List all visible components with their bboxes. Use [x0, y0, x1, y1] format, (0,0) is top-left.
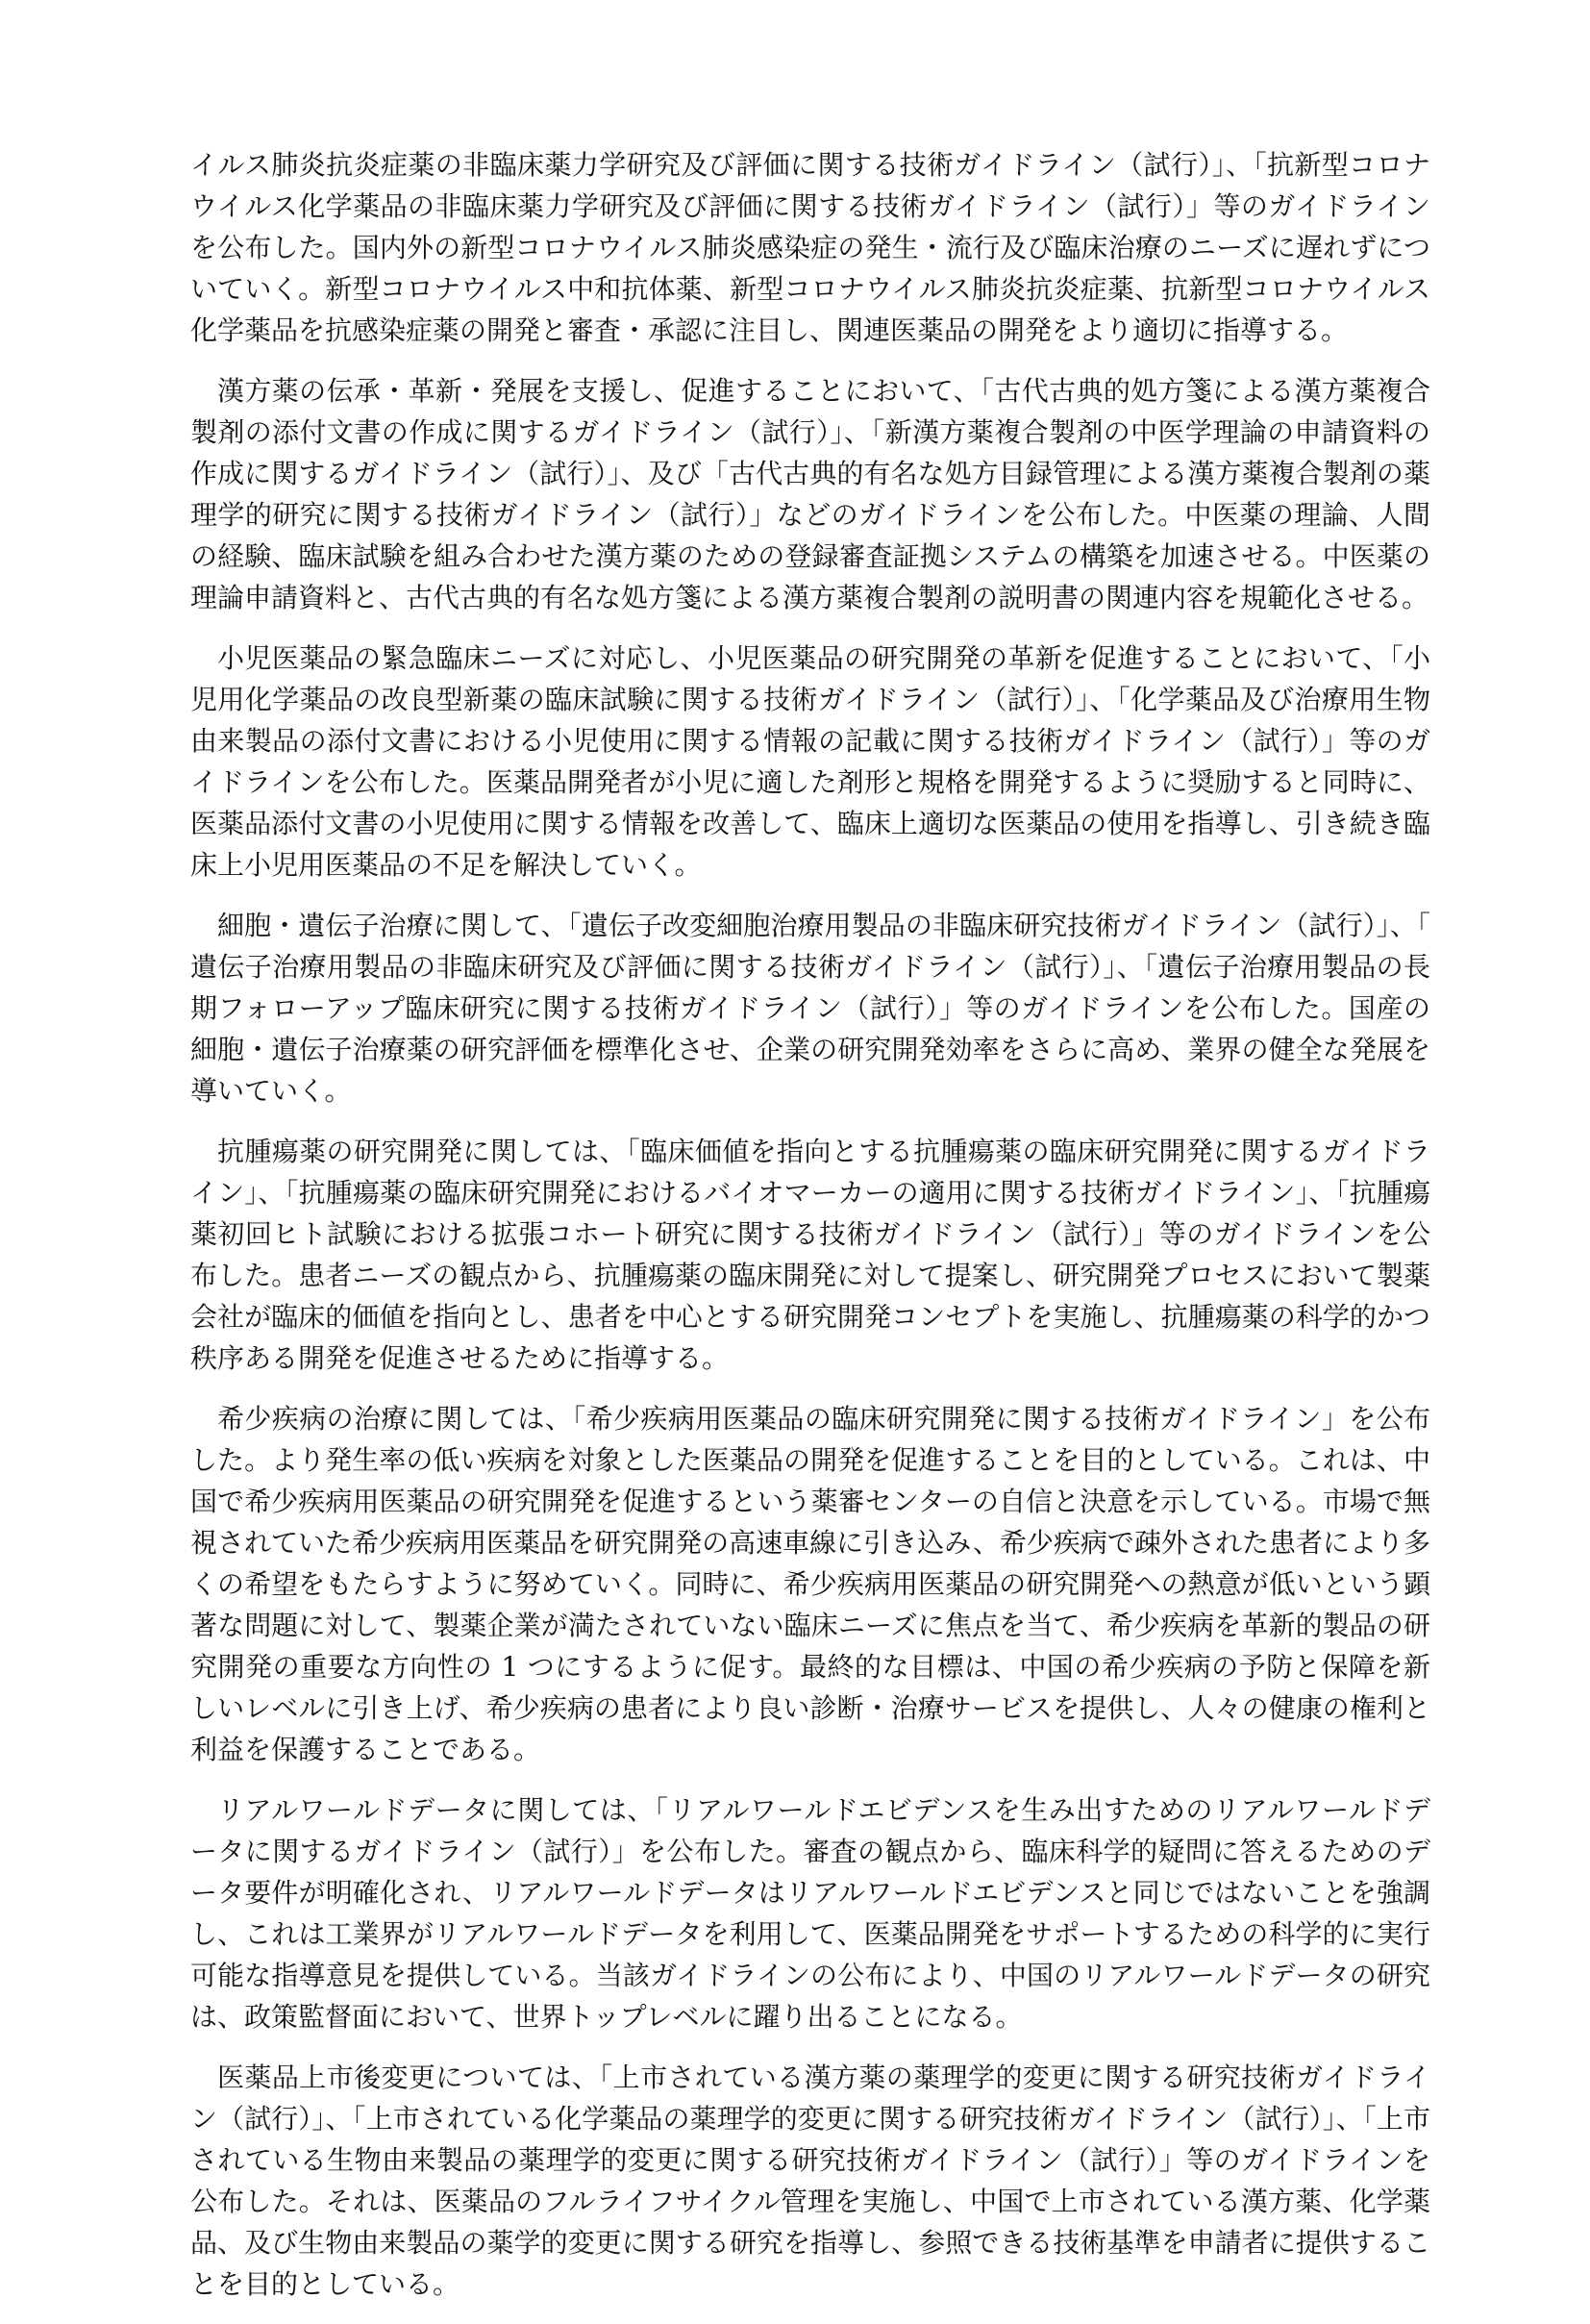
paragraph-post-market-changes: 医薬品上市後変更については、「上市されている漢方薬の薬理学的変更に関する研究技術ガイドライン（試行）」、「上市されている化学薬品の薬理学的変更に関する研究技術ガイドライン（試行）」、「上市されている生物由来製品の薬理学的変更に関する研究技術ガイドライン（試行）」等のガイドラインを公布した。それは、医薬品のフルライフサイクル管理を実施し、中国で上市されている漢方薬、化学薬品、及び生物由来製品の薬学的変更に関する研究を指導し、参照できる技術基準を申請者に提供することを目的としている。 — [190, 2062, 1430, 2300]
paragraph-pediatric-drugs: 小児医薬品の緊急臨床ニーズに対応し、小児医薬品の研究開発の革新を促進することにおいて、「小児用化学薬品の改良型新薬の臨床試験に関する技術ガイドライン（試行）」、「化学薬品及び治療用生物由来製品の添付文書における小児使用に関する情報の記載に関する技術ガイドライン（試行）」等のガイドラインを公布した。医薬品開発者が小児に適した剤形と規格を開発するように奨励すると同時に、医薬品添付文書の小児使用に関する情報を改善して、臨床上適切な医薬品の使用を指導し、引き続き臨床上小児用医薬品の不足を解決していく。 — [190, 642, 1430, 881]
paragraph-antitumor-drugs: 抗腫瘍薬の研究開発に関しては、「臨床価値を指向とする抗腫瘍薬の臨床研究開発に関するガイドライン」、「抗腫瘍薬の臨床研究開発におけるバイオマーカーの適用に関する技術ガイドライン」、「抗腫瘍薬初回ヒト試験における拡張コホート研究に関する技術ガイドライン（試行）」等のガイドラインを公布した。患者ニーズの観点から、抗腫瘍薬の臨床開発に対して提案し、研究開発プロセスにおいて製薬会社が臨床的価値を指向とし、患者を中心とする研究開発コンセプトを実施し、抗腫瘍薬の科学的かつ秩序ある開発を促進させるために指導する。 — [190, 1136, 1430, 1374]
paragraph-covid-drugs: イルス肺炎抗炎症薬の非臨床薬力学研究及び評価に関する技術ガイドライン（試行）」、「抗新型コロナウイルス化学薬品の非臨床薬力学研究及び評価に関する技術ガイドライン（試行）」等のガイドラインを公布した。国内外の新型コロナウイルス肺炎感染症の発生・流行及び臨床治療のニーズに遅れずについていく。新型コロナウイルス中和抗体薬、新型コロナウイルス肺炎抗炎症薬、抗新型コロナウイルス化学薬品を抗感染症薬の開発と審査・承認に注目し、関連医薬品の開発をより適切に指導する。 — [190, 149, 1430, 346]
paragraph-rare-diseases: 希少疾病の治療に関しては、「希少疾病用医薬品の臨床研究開発に関する技術ガイドライン」を公布した。より発生率の低い疾病を対象とした医薬品の開発を促進することを目的としている。これは、中国で希少疾病用医薬品の研究開発を促進するという薬審センターの自信と決意を示している。市場で無視されていた希少疾病用医薬品を研究開発の高速車線に引き込み、希少疾病で疎外された患者により多くの希望をもたらすように努めていく。同時に、希少疾病用医薬品の研究開発への熱意が低いという顕著な問題に対して、製薬企業が満たされていない臨床ニーズに焦点を当て、希少疾病を革新的製品の研究開発の重要な方向性の 1 つにするように促す。最終的な目標は、中国の希少疾病の予防と保障を新しいレベルに引き上げ、希少疾病の患者により良い診断・治療サービスを提供し、人々の健康の権利と利益を保護することである。 — [190, 1403, 1430, 1765]
document-body — [190, 144, 1430, 2324]
paragraph-kampo-medicine: 漢方薬の伝承・革新・発展を支援し、促進することにおいて、「古代古典的処方箋による漢方薬複合製剤の添付文書の作成に関するガイドライン（試行）」、「新漢方薬複合製剤の中医学理論の申請資料の作成に関するガイドライン（試行）」、及び「古代古典的有名な処方目録管理による漢方薬複合製剤の薬理学的研究に関する技術ガイドライン（試行）」などのガイドラインを公布した。中医薬の理論、人間の経験、臨床試験を組み合わせた漢方薬のための登録審査証拠システムの構築を加速させる。中医薬の理論申請資料と、古代古典的有名な処方箋による漢方薬複合製剤の説明書の関連内容を規範化させる。 — [190, 375, 1430, 613]
paragraph-cell-gene-therapy: 細胞・遺伝子治療に関して、「遺伝子改変細胞治療用製品の非臨床研究技術ガイドライン（試行）」、「遺伝子治療用製品の非臨床研究及び評価に関する技術ガイドライン（試行）」、「遺伝子治療用製品の長期フォローアップ臨床研究に関する技術ガイドライン（試行）」等のガイドラインを公布した。国産の細胞・遺伝子治療薬の研究評価を標準化させ、企業の研究開発効率をさらに高め、業界の健全な発展を導いていく。 — [190, 910, 1430, 1107]
paragraph-real-world-data: リアルワールドデータに関しては、「リアルワールドエビデンスを生み出すためのリアルワールドデータに関するガイドライン（試行）」を公布した。審査の観点から、臨床科学的疑問に答えるためのデータ要件が明確化され、リアルワールドデータはリアルワールドエビデンスと同じではないことを強調し、これは工業界がリアルワールドデータを利用して、医薬品開発をサポートするための科学的に実行可能な指導意見を提供している。当該ガイドラインの公布により、中国のリアルワールドデータの研究は、政策監督面において、世界トップレベルに躍り出ることになる。 — [190, 1794, 1430, 2033]
